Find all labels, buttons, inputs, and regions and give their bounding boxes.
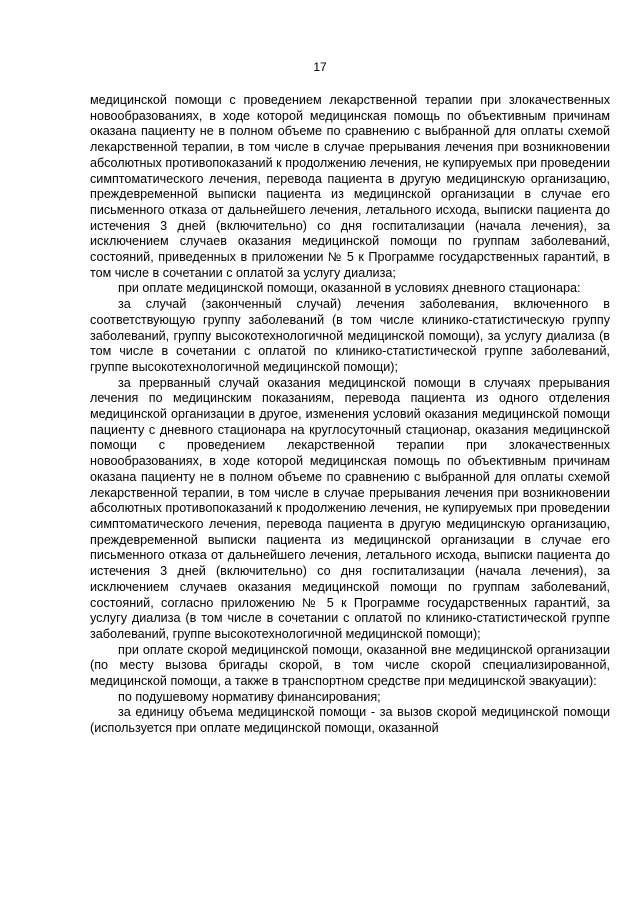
paragraph-2: при оплате медицинской помощи, оказанной в условиях дневного стационара:: [118, 281, 581, 296]
document-body: [90, 93, 610, 737]
paragraph-6: по подушевому нормативу финансирования;: [118, 689, 381, 704]
paragraph-5: при оплате скорой медицинской помощи, оказанной вне медицинской организации (по месту вызова бригады скорой, в том числе скорой специализированной, медицинской помощи, а также в транспортном средстве при медицинской эвакуации):: [90, 642, 610, 689]
paragraph-7: за единицу объема медицинской помощи - за вызов скорой медицинской помощи (используется при оплате медицинской помощи, оказанной: [90, 705, 610, 736]
paragraph-4: за прерванный случай оказания медицинской помощи в случаях прерывания лечения по медицинским показаниям, перевода пациента из одного отделения медицинской организации в другое, изменения условий оказания медицинской помощи пациенту с дневного стационара на круглосуточный стационар, оказания медицинской помощи с проведением лекарственной терапии при злокачественных новообразованиях, в ходе которой медицинская помощь по объективным причинам оказана пациенту не в полном объеме по сравнению с выбранной для оплаты схемой лекарственной терапии, в том числе в случае прерывания лечения при возникновении абсолютных противопоказаний к продолжению лечения, не купируемых при проведении симптоматического лечения, перевода пациента в другую медицинскую организацию, преждевременной выписки пациента из медицинской организации в случае его письменного отказа от дальнейшего лечения, летального исхода, выписки пациента до истечения 3 дней (включительно) со дня госпитализации (начала лечения), за исключением случаев оказания медицинской помощи по группам заболеваний, состояний, согласно приложению № 5 к Программе государственных гарантий, за услугу диализа (в том числе в сочетании с оплатой по клинико-статистической группе заболеваний, группе высокотехнологичной медицинской помощи);: [90, 375, 610, 641]
page-number: 17: [313, 60, 327, 74]
paragraph-3: за случай (законченный случай) лечения заболевания, включенного в соответствующую группу заболеваний (в том числе клинико-статистическую группу заболеваний, группу высокотехнологичной медицинской помощи), за услугу диализа (в том числе в сочетании с оплатой по клинико-статистической группе заболеваний, группе высокотехнологичной медицинской помощи);: [90, 297, 610, 374]
paragraph-1: медицинской помощи с проведением лекарственной терапии при злокачественных новообразованиях, в ходе которой медицинская помощь по объективным причинам оказана пациенту не в полном объеме по сравнению с выбранной для оплаты схемой лекарственной терапии, в том числе в случае прерывания лечения при возникновении абсолютных противопоказаний к продолжению лечения, не купируемых при проведении симптоматического лечения, перевода пациента в другую медицинскую организацию, преждевременной выписки пациента из медицинской организации в случае его письменного отказа от дальнейшего лечения, летального исхода, выписки пациента до истечения 3 дней (включительно) со дня госпитализации (начала лечения), за исключением случаев оказания медицинской помощи по группам заболеваний, состояний, приведенных в приложении № 5 к Программе государственных гарантий, в том числе в сочетании с оплатой за услугу диализа;: [90, 93, 610, 280]
